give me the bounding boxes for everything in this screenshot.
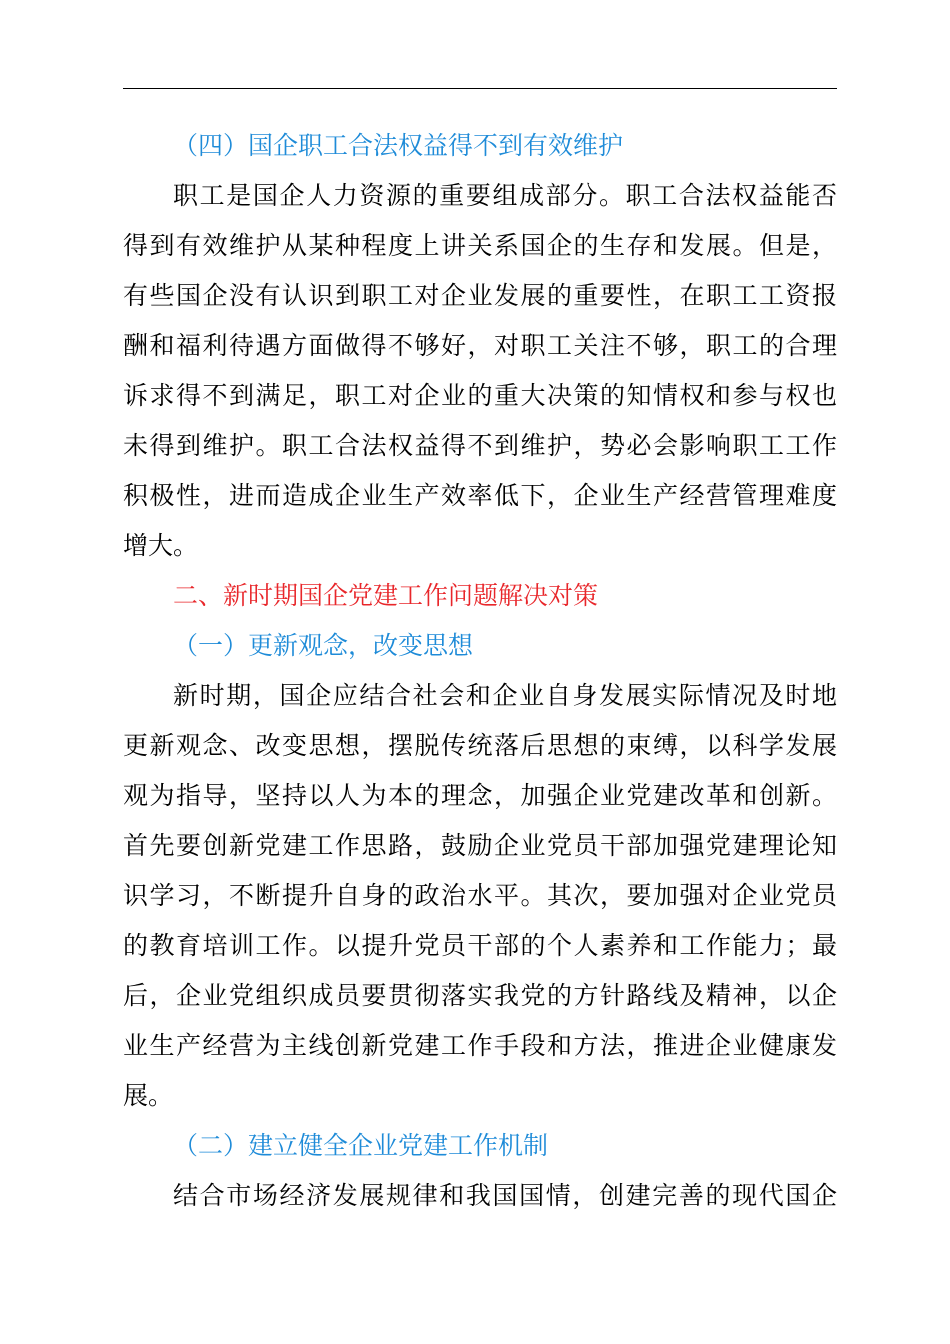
paragraph-line: 结合市场经济发展规律和我国国情，创建完善的现代国企 (173, 1181, 837, 1210)
part-two-heading: 二、新时期国企党建工作问题解决对策 (173, 581, 599, 610)
subsection-heading-one: （一）更新观念，改变思想 (173, 631, 474, 660)
paragraph-update-concepts (123, 671, 837, 1121)
paragraph-line: 增大。 (123, 531, 199, 560)
paragraph-line: 后，企业党组织成员要贯彻落实我党的方针路线及精神，以企 (123, 981, 837, 1010)
paragraph-line: 观为指导，坚持以人为本的理念，加强企业党建改革和创新。 (123, 781, 837, 810)
paragraph-line: 得到有效维护从某种程度上讲关系国企的生存和发展。但是， (123, 231, 837, 260)
paragraph-line: 业生产经营为主线创新党建工作手段和方法，推进企业健康发 (123, 1031, 837, 1060)
section-heading-four: （四）国企职工合法权益得不到有效维护 (173, 131, 624, 160)
paragraph-line: 新时期，国企应结合社会和企业自身发展实际情况及时地 (173, 681, 837, 710)
paragraph-line: 更新观念、改变思想，摆脱传统落后思想的束缚，以科学发展 (123, 731, 837, 760)
paragraph-line: 有些国企没有认识到职工对企业发展的重要性，在职工工资报 (123, 281, 837, 310)
subsection-heading-two: （二）建立健全企业党建工作机制 (173, 1131, 549, 1160)
paragraph-line: 酬和福利待遇方面做得不够好，对职工关注不够，职工的合理 (123, 331, 837, 360)
paragraph-line: 首先要创新党建工作思路，鼓励企业党员干部加强党建理论知 (123, 831, 837, 860)
paragraph-market-economy (123, 1171, 837, 1221)
paragraph-line: 展。 (123, 1081, 174, 1110)
paragraph-line: 未得到维护。职工合法权益得不到维护，势必会影响职工工作 (123, 431, 837, 460)
paragraph-line: 诉求得不到满足，职工对企业的重大决策的知情权和参与权也 (123, 381, 837, 410)
paragraph-line: 职工是国企人力资源的重要组成部分。职工合法权益能否 (173, 181, 837, 210)
paragraph-worker-rights (123, 171, 837, 571)
paragraph-line: 识学习，不断提升自身的政治水平。其次，要加强对企业党员 (123, 881, 837, 910)
paragraph-line: 的教育培训工作。以提升党员干部的个人素养和工作能力；最 (123, 931, 837, 960)
header-rule (123, 88, 837, 89)
document-body (123, 121, 837, 1221)
paragraph-line: 积极性，进而造成企业生产效率低下，企业生产经营管理难度 (123, 481, 837, 510)
